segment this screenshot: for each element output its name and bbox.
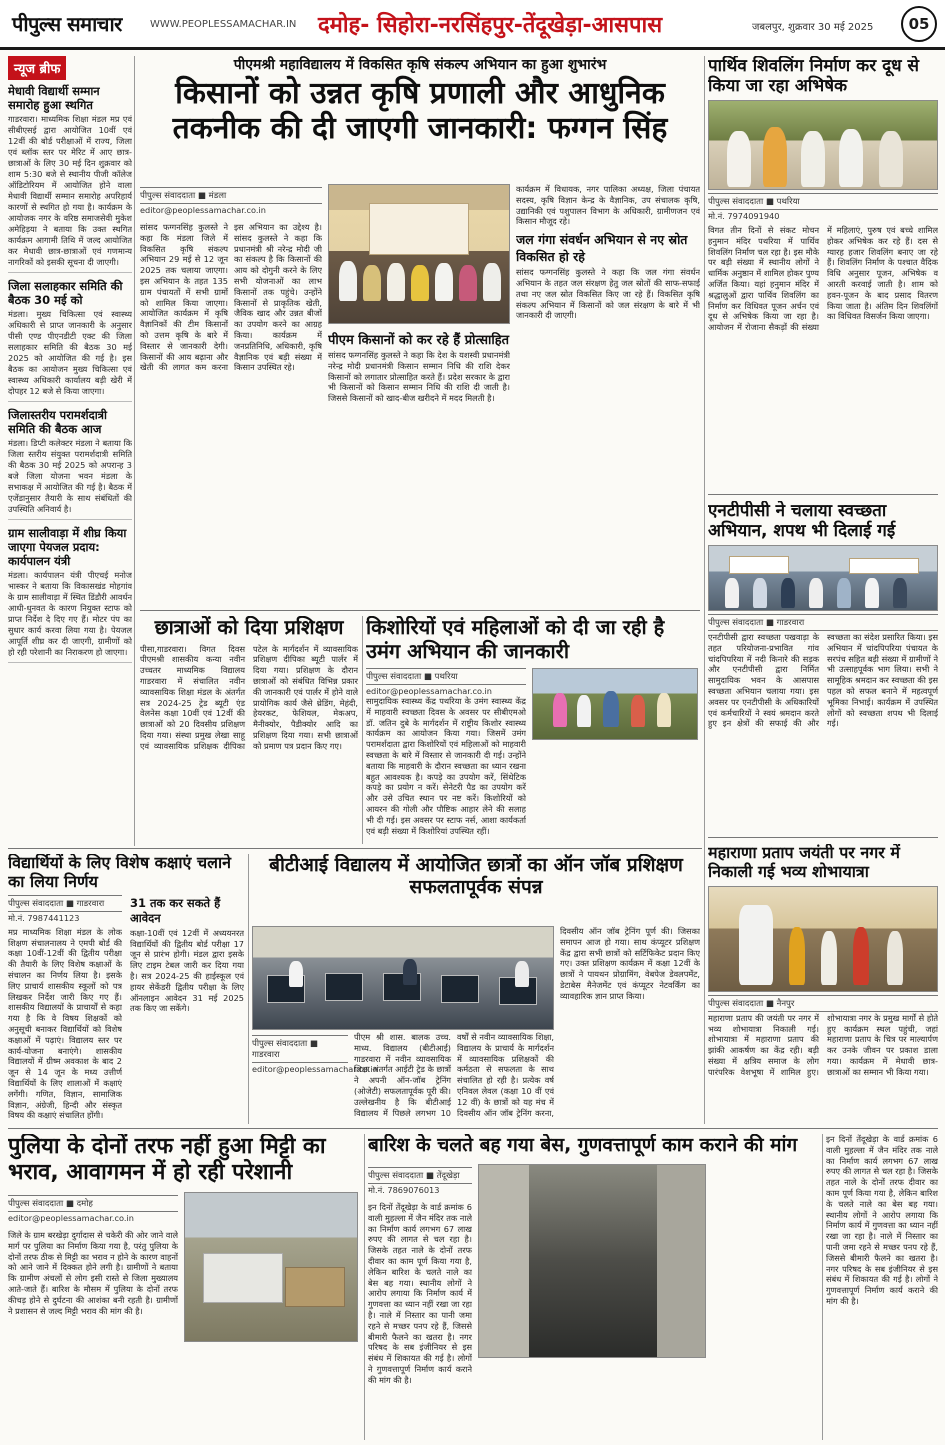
person-icon <box>725 578 739 608</box>
bti-email[interactable]: editor@peoplessamachar.co.in <box>252 1064 378 1074</box>
lead-body-part2: सांसद फग्गनसिंह कुलस्ते ने कहा कि देश के यशस्वी प्रधानमंत्री नरेन्द्र मोदी प्रधानमंत्री किसान सम्मान निधि की राशि देकर किसानों को लगातार प्रोत्साहित करते हैं। प्रदेश सरकार के द्वारा भी किसानों को किसान सम्मान निधि की राशि दी जाती है। जिससे किसानों को खाद-बीज खरीदने में मदद मिलती है। <box>328 350 510 404</box>
shivling-story <box>708 56 938 488</box>
bti-headline: बीटीआई विद्यालय में आयोजित छात्रों का ऑन जॉब प्रशिक्षण सफलतापूर्वक संपन्न <box>269 854 683 899</box>
person-icon <box>435 263 453 301</box>
section-divider <box>8 848 702 849</box>
lead-email[interactable]: editor@peoplessamachar.co.in <box>140 205 266 215</box>
rain-body-continued <box>712 1164 816 1438</box>
umang-body: सामुदायिक स्वास्थ्य केंद्र पथरिया के उमंग स्वास्थ्य केंद्र में माहवारी स्वच्छता दिवस के अवसर पर सीबीएमओ डॉ. जतिन दुबे के मार्गदर्शन में राष्ट्रीय किशोर स्वास्थ्य कार्यक्रम का आयोजन किया गया। जिसमें उमंग परामर्शदाता द्वारा किशोरियों एवं महिलाओं को माहवारी स्वच्छता के बारे में विस्तार से जानकारी दी गई। उन्होंने बताया कि माहवारी के दौरान स्वच्छता का ध्यान रखना बहुत आवश्यक है। कपड़े का उपयोग करें, सिंथेटिक कपड़े का प्रयोग न करें। सेनेटरी पैड का उपयोग करें और उसे उचित स्थान पर नष्ट करें। किशोरियों को आयरन की गोली और पौष्टिक आहार लेने की सलाह भी दी गई। इस अवसर पर स्टाफ नर्स, आशा कार्यकर्ता एवं बड़ी संख्या में किशोरियां उपस्थित रहीं। <box>366 696 526 836</box>
shivling-headline: पार्थिव शिवलिंग निर्माण कर दूध से किया जा रहा अभिषेक <box>708 56 919 97</box>
newspaper-logo: पीपुल्स समाचार <box>12 12 122 36</box>
special-class-body-2: कक्षा-10वीं एवं 12वीं में अध्ययनरत विद्यार्थियों की द्वितीय बोर्ड परीक्षा 17 जून से प्रारंभ होगी। मंडल द्वारा इसके लिए टाइम टेबल जारी कर दिया गया है। सत्र 2024-25 की हाईस्कूल एवं हायर सेकेंडरी द्वितीय परीक्षा के लिए ऑनलाइन आवेदन 31 मई 2025 तक किए जा सकेंगे। <box>130 927 244 1014</box>
special-class-body: मप्र माध्यमिक शिक्षा मंडल के लोक शिक्षण संचालनालय ने एमपी बोर्ड की कक्षा 10वीं-12वीं की द्वितीय परीक्षा की तैयारी के लिए विशेष कक्षाओं के संचालन का निर्णय लिया है। इसके लिए प्राचार्य शासकीय स्कूलों को पत्र लिखकर निर्देश जारी किए गए हैं। शासकीय विद्यालयों के प्राचार्यों से कहा गया है कि वे विषय शिक्षकों को अनुसूची बनाकर विद्यार्थियों को विशेष कक्षाओं में पढ़ाएं। विद्यालय स्तर पर कार्य-योजना बनाएंगे। शासकीय विद्यालयों में ग्रीष्म अवकाश के बाद 2 जून से 14 जून के मध्य उत्तीर्ण विद्यार्थियों के लिए शालाओं में कक्षाएं लगेंगी। गणित, विज्ञान, सामाजिक विज्ञान, अंग्रेजी, हिन्दी और संस्कृत विषय की कक्षाएं संचालित होंगी। <box>8 926 122 1121</box>
page-number: 05 <box>901 6 937 42</box>
rally-photo <box>708 886 938 992</box>
person-icon <box>821 931 837 985</box>
person-icon <box>459 265 477 301</box>
shivling-byline: पीपुल्स संवाददाता ■ पथरिया <box>708 193 938 210</box>
brief-item <box>8 526 132 663</box>
training-body: पीसा,गाडरवारा। विगत दिवस पीएमश्री शासकीय कन्या नवीन उच्चतर माध्यमिक विद्यालय गाडरवारा में संचालित नवीन व्यावसायिक शिक्षा मंडल के अंतर्गत सत्र 2024-25 ट्रेड ब्यूटी एंड वेलनेस कक्षा 10वीं एवं 12वीं की छात्राओं को 20 दिवसीय प्रशिक्षण दिया गया। संस्था प्रमुख लेखा साहू एवं व्यावसायिक प्रशिक्षक दीपिका पटेल के मार्गदर्शन में व्यावसायिक प्रशिक्षण दीपिका ब्यूटी पार्लर में दिया गया। प्रशिक्षण के दौरान छात्राओं को संबंधित विभिन्न प्रकार की जानकारी एवं पार्लर में होने वाले प्रायोगिक कार्य जैसे थ्रेडिंग, मेहंदी, हेयरकट, फेशियल, मेकअप, मैनीक्योर, पैडीक्योर आदि का प्रशिक्षण दिया गया। सभी छात्राओं को प्रमाण पत्र प्रदान किए गए। <box>140 643 358 751</box>
lead-subhead-1: पीएम किसानों को कर रहे हैं प्रोत्साहित <box>328 333 510 348</box>
brief-item <box>8 279 132 402</box>
rain-body: इन दिनों तेंदूखेड़ा के वार्ड क्रमांक 6 वाली मुहल्ला में जैन मंदिर तक नाले का निर्माण कार्य लगभग 67 लाख रुपए की लागत से चल रहा है। जिसके तहत नाले के दोनों तरफ दीवार का काम पूर्ण किया गया है, लेकिन बारिश के चलते नाले का बेस बह गया। स्थानीय लोगों ने आरोप लगाया कि निर्माण कार्य में गुणवत्ता का ध्यान नहीं रखा जा रहा है। नाले में निस्तार का पानी जमा रहने से मच्छर पनप रहे हैं, जिससे बीमारी फैलने का खतरा है। नगर परिषद के सब इंजीनियर से इस संबंध में शिकायत की गई है। लोगों ने गुणवत्तापूर्ण निर्माण कार्य कराने की मांग की है। <box>368 1202 472 1385</box>
person-icon <box>781 578 795 608</box>
section-divider <box>708 494 938 495</box>
column-divider <box>822 1134 823 1440</box>
column-divider <box>248 854 249 1124</box>
person-icon <box>893 578 907 608</box>
news-brief-column <box>8 56 132 846</box>
person-icon <box>387 263 405 301</box>
lead-headline: किसानों को उन्नत कृषि प्रणाली और आधुनिक तकनीक की दी जाएगी जानकारी: फग्गन सिंह <box>172 76 668 147</box>
brief-text: मंडला। डिप्टी कलेक्टर मंडला ने बताया कि जिला स्तरीय संयुक्त परामर्शदात्री समिति की बैठक 30 मई 2025 को अपरान्ह 3 बजे जिला योजना भवन मंडला के सभाकक्ष में आयोजित की गई है। बैठक में एजेंडानुसार तैयारी के साथ संबंधितों की उपस्थिति अनिवार्य है। <box>8 438 132 514</box>
umang-headline: किशोरियों एवं महिलाओं को दी जा रही है उमंग अभियान की जानकारी <box>366 616 665 663</box>
rain-byline: पीपुल्स संवाददाता ■ तेंदूखेड़ा <box>368 1167 472 1184</box>
person-icon <box>631 695 645 727</box>
right-column <box>708 56 938 1124</box>
culvert-photo <box>184 1192 358 1342</box>
culvert-icon <box>203 1253 283 1303</box>
ntpc-body: एनटीपीसी द्वारा स्वच्छता पखवाड़ा के तहत परियोजना-प्रभावित गांव चांदपिपरिया में नदी किनारे की सड़क और एनटीपीसी द्वारा निर्मित सामुदायिक भवन के आसपास स्वच्छता अभियान चलाया गया। इस अवसर पर एनटीपीसी के अधिकारियों एवं कर्मचारियों ने स्वयं श्रमदान करते हुए इन क्षेत्रों की सफाई की और स्वच्छता का संदेश प्रसारित किया। इस अभियान में चांदपिपरिया पंचायत के सरपंच सहित बड़ी संख्या में ग्रामीणों ने भी उत्साहपूर्वक भाग लिया। सभी ने सामूहिक श्रमदान कर स्वच्छता की इस पहल को सफल बनाने में महत्वपूर्ण भूमिका निभाई। कार्यक्रम में उपस्थित लोगों को स्वच्छता शपथ भी दिलाई गई। <box>708 632 938 729</box>
ntpc-story <box>708 501 938 831</box>
rally-story <box>708 844 938 1124</box>
shivling-phone: मो.नं. 7974091940 <box>708 211 780 222</box>
brief-text: गाडरवारा। माध्यमिक शिक्षा मंडल मप्र एवं सीबीएसई द्वारा आयोजित 10वीं एवं 12वीं की बोर्ड परीक्षाओं में राज्य, जिला एवं ब्लॉक स्तर पर मेरिट में आए छात्र-छात्राओं के लिए 30 मई दिन शुक्रवार को शाम 5:30 बजे से स्थानीय पीजी कॉलेज ऑडिटोरियम में आयोजित होने वाला मेधावी विद्यार्थी सम्मान समारोह अपरिहार्य कारणों से स्थगित हो गया है। कार्यक्रम के आयोजक नगर के वरिष्ठ समाजसेवी मुकेश अमेहिड़या ने बताया कि उक्त स्थगित कार्यक्रम आगामी तिथि में जल्द आयोजित कर मेधावी छात्र-छात्राओं एवं गणमान्य नागरिकों को इसकी सूचना दी जाएगी। <box>8 114 132 267</box>
shivling-photo <box>708 100 938 190</box>
person-icon <box>887 931 903 985</box>
culvert-email[interactable]: editor@peoplessamachar.co.in <box>8 1213 134 1223</box>
person-icon <box>411 265 429 301</box>
person-icon <box>879 131 903 187</box>
lead-byline: पीपुल्स संवाददाता ■ मंडला <box>140 187 322 204</box>
rain-phone: मो.नं. 7869076013 <box>368 1185 440 1195</box>
ntpc-headline: एनटीपीसी ने चलाया स्वच्छता अभियान, शपथ भी दिलाई गई <box>708 501 896 542</box>
person-icon <box>553 693 567 727</box>
umang-email[interactable]: editor@peoplessamachar.co.in <box>366 686 492 697</box>
person-icon <box>789 927 805 985</box>
shivling-body: विगत तीन दिनों से संकट मोचन हनुमान मंदिर पथरिया में पार्थिव शिवलिंग निर्माण चल रहा है। इस मौके पर बड़ी संख्या में स्थानीय लोगों ने धार्मिक अनुष्ठान में शामिल होकर पुण्य अर्जित किया। यहां हनुमान मंदिर में श्रद्धालुओं द्वारा पार्थिव शिवलिंग का निर्माण कर विधिवत पूजन अर्चन एवं दूध से अभिषेक किया जा रहा है। आयोजन में रोजाना सैकड़ों की संख्या में महिलाएं, पुरुष एवं बच्चे शामिल होकर अभिषेक कर रहे हैं। दस से ग्यारह हजार शिवलिंग बनाए जा रहे हैं। शिवलिंग निर्माण के पश्चात वैदिक विधि अनुसार पूजन, अभिषेक व आरती करवाई जाती है। शाम को हवन-पूजन के बाद प्रसाद वितरण किया जाता है। अंतिम दिन शिवलिंगों का विधिवत विसर्जन किया जाएगा। <box>708 225 938 333</box>
section-divider <box>708 837 938 838</box>
lead-body-part4: कार्यक्रम में विधायक, नगर पालिका अध्यक्ष, जिला पंचायत सदस्य, कृषि विज्ञान केन्द्र के वैज्ञानिक, उप संचालक कृषि, उद्यानिकी एवं पशुपालन विभाग के अधिकारी, ग्रामीणजन एवं किसान मौजूद रहे। <box>516 184 700 227</box>
person-icon <box>339 261 357 301</box>
person-icon <box>753 578 767 608</box>
brief-title: मेधावी विद्यार्थी सम्मान समारोह हुआ स्थगित <box>8 84 100 112</box>
special-class-phone: मो.नं. 7987441123 <box>8 912 80 923</box>
rain-story <box>368 1134 818 1440</box>
rain-story-continuation <box>826 1134 938 1440</box>
rain-headline: बारिश के चलते बह गया बेस, गुणवत्तापूर्ण काम कराने की मांग <box>368 1134 798 1156</box>
bti-photo <box>252 926 554 1030</box>
person-icon <box>809 578 823 608</box>
drain-wall-icon <box>657 1165 706 1358</box>
brief-item <box>8 408 132 520</box>
lead-body-part3: सांसद फग्गनसिंह कुलस्ते ने कहा कि जल गंगा संवर्धन अभियान के तहत जल संरक्षण हेतु जल स्रोतों की साफ-सफाई तथा नए जल स्रोत विकसित किए जा रहे हैं। विकसित कृषि संकल्प अभियान में किसानों को जल संरक्षण के बारे में भी जानकारी दी जाएगी। <box>516 267 700 321</box>
brief-title: जिलास्तरीय परामर्शदात्री समिति की बैठक आज <box>8 408 107 436</box>
rally-byline: पीपुल्स संवाददाता ■ नैनपुर <box>708 995 938 1012</box>
culvert-headline: पुलिया के दोनों तरफ नहीं हुआ मिट्टी का भराव, आवागमन में हो रही परेशानी <box>8 1134 326 1185</box>
special-class-story <box>8 854 244 1124</box>
brief-title: ग्राम सालीवाड़ा में शीघ्र किया जाएगा पेयजल प्रदाय: कार्यपालन यंत्री <box>8 526 127 568</box>
person-icon <box>289 961 303 987</box>
section-divider <box>8 1128 938 1129</box>
person-icon <box>657 693 671 727</box>
lead-kicker: पीएमश्री महाविद्यालय में विकसित कृषि संकल्प अभियान का हुआ शुभारंभ <box>233 57 607 73</box>
umang-story <box>366 616 700 844</box>
lead-right-block <box>516 184 700 606</box>
stage-banner-icon <box>369 203 469 255</box>
training-story <box>140 616 358 844</box>
culvert-story <box>8 1134 360 1440</box>
person-icon <box>603 691 619 727</box>
person-icon <box>577 695 591 727</box>
training-headline: छात्राओं को दिया प्रशिक्षण <box>154 616 344 639</box>
column-divider <box>134 56 135 846</box>
person-icon <box>727 131 751 187</box>
brief-text: मंडला। कार्यपालन यंत्री पीएचई मनोज भास्कर ने बताया कि विकासखंड मोहगांव के ग्राम सालीवाड़ा में स्थित डिंडौरी आवर्धन आधी-धुनवत के कारण नियुक्त स्टाफ को प्राप्त निर्देश दे दिए गए हैं। मोटर पंप का सुधार कार्य करवा लिया गया है। पेयजल आपूर्ति शीघ्र कर दी जाएगी, ग्रामीणों को हो रही परेशानी का निराकरण हो जाएगा। <box>8 570 132 657</box>
special-class-headline: विद्यार्थियों के लिए विशेष कक्षाएं चलाने का लिया निर्णय <box>8 854 231 891</box>
bti-body-2: दिवसीय ऑन जॉब ट्रेनिंग पूर्ण की। जिसका समापन आज हो गया। साथ कंप्यूटर प्रशिक्षण केंद्र द्वारा सभी छात्रों को सर्टिफिकेट प्रदान किए गए। उक्त प्रशिक्षण कार्यक्रम में कक्षा 12वीं के छात्रों ने पायथन प्रोग्रामिंग, वेबपेज डेवलपमेंट, डेटाबेस मैनेजमेंट एवं कंप्यूटर नेटवर्किंग का व्यावहारिक ज्ञान प्राप्त किया। <box>560 926 700 1001</box>
banner-icon <box>729 556 789 574</box>
soil-mound-icon <box>285 1267 345 1307</box>
rain-continuation-text: इन दिनों तेंदूखेड़ा के वार्ड क्रमांक 6 वाली मुहल्ला में जैन मंदिर तक नाले का निर्माण कार्य लगभग 67 लाख रुपए की लागत से चल रहा है। जिसके तहत नाले के दोनों तरफ दीवार का काम पूर्ण किया गया है, लेकिन बारिश के चलते नाले का बेस बह गया। स्थानीय लोगों ने आरोप लगाया कि निर्माण कार्य में गुणवत्ता का ध्यान नहीं रखा जा रहा है। नाले में निस्तार का पानी जमा रहने से मच्छर पनप रहे हैं, जिससे बीमारी फैलने का खतरा है। नगर परिषद के सब इंजीनियर से इस संबंध में शिकायत की गई है। लोगों ने गुणवत्तापूर्ण निर्माण कार्य कराने की मांग की है। <box>826 1134 938 1306</box>
person-icon <box>839 129 863 187</box>
special-class-byline: पीपुल्स संवाददाता ■ गाडरवारा <box>8 895 122 912</box>
person-icon <box>483 263 501 301</box>
person-icon <box>853 927 869 985</box>
lead-subhead-2: जल गंगा संवर्धन अभियान से नए स्रोत विकसित हो रहे <box>516 232 688 265</box>
lead-story <box>140 56 700 608</box>
person-icon <box>763 127 787 187</box>
person-icon <box>403 959 417 985</box>
brief-text: मंडला। मुख्य चिकित्सा एवं स्वास्थ्य अधिकारी से प्राप्त जानकारी के अनुसार पीसी एण्ड पीएनडीटी एक्ट की जिला सलाहकार समिति की बैठक 30 मई 2025 को आयोजित की गई है। इस बैठक का आयोजन मुख्य चिकित्सा एवं स्वास्थ्य अधिकारी कार्यालय बड़ी खेरी में दोपहर 12 बजे से किया जाएगा। <box>8 309 132 396</box>
umang-byline: पीपुल्स संवाददाता ■ पथरिया <box>366 668 526 685</box>
horse-icon <box>739 905 773 985</box>
lead-body-part1: सांसद फग्गनसिंह कुलस्ते ने कहा कि मंडला जिले में विकसित कृषि संकल्प अभियान 29 मई से 12 जून 2025 तक चलाया जाएगा। इस अभियान के तहत 135 ग्राम पंचायतों में सभी ग्रामों को शामिल किया जाएगा। आयोजित कार्यक्रम में कृषि वैज्ञानिकों की टीम किसानों को उत्तम कृषि के बारे में विस्तार से जानकारी देगी। किसानों की आय बढ़ाना और खेती की लागत कम करना इस अभियान का उद्देश्य है। सांसद कुलस्ते ने कहा कि प्रधानमंत्री श्री नरेन्द्र मोदी जी का संकल्प है कि किसानों की आय को दोगुनी करने के लिए सभी योजनाओं का लाभ किसानों तक पहुंचे। उन्होंने किसानों से प्राकृतिक खेती, जैविक खाद और उन्नत बीजों का उपयोग करने का आग्रह किया। कार्यक्रम में जनप्रतिनिधि, अधिकारी, कृषि वैज्ञानिक एवं बड़ी संख्या में किसान उपस्थित रहे। <box>140 222 322 373</box>
monitor-icon <box>441 975 479 1003</box>
culvert-byline: पीपुल्स संवाददाता ■ दमोह <box>8 1195 178 1212</box>
person-icon <box>865 578 879 608</box>
bti-story <box>252 854 700 1124</box>
person-icon <box>837 578 851 608</box>
edition-title: दमोह- सिहोरा-नरसिंहपुर-तेंदूखेड़ा-आसपास <box>318 13 663 38</box>
masthead <box>0 0 945 50</box>
column-divider <box>362 616 363 844</box>
special-class-subhead: 31 तक कर सकते हैं आवेदन <box>130 895 221 925</box>
lead-photo <box>328 184 510 324</box>
news-brief-header: न्यूज ब्रीफ <box>8 56 66 80</box>
ntpc-photo <box>708 545 938 611</box>
section-divider <box>140 610 700 611</box>
banner-icon <box>849 558 919 574</box>
column-divider <box>364 1134 365 1440</box>
edition-date: जबलपुर, शुक्रवार 30 मई 2025 <box>752 22 874 33</box>
monitor-icon <box>325 973 363 1001</box>
ntpc-byline: पीपुल्स संवाददाता ■ गाडरवारा <box>708 614 938 631</box>
drain-wall-icon <box>479 1165 529 1358</box>
rally-headline: महाराणा प्रताप जयंती पर नगर में निकाली गई भव्य शोभायात्रा <box>708 844 900 881</box>
lead-middle-block <box>328 330 510 606</box>
umang-photo <box>532 668 698 740</box>
website-url[interactable]: WWW.PEOPLESSAMACHAR.IN <box>150 19 297 30</box>
bti-byline: पीपुल्स संवाददाता ■ गाडरवारा <box>252 1035 348 1063</box>
rain-photo <box>478 1164 706 1358</box>
person-icon <box>801 131 825 187</box>
culvert-body: जिले के ग्राम बरखेड़ा दुर्गादास से चकेरी की ओर जाने वाले मार्ग पर पुलिया का निर्माण किया गया है, परंतु पुलिया के दोनों तरफ ठीक से मिट्टी का भराव न होने के कारण वाहनों को आने जाने में दिक्कत होने लगी है। ग्रामीणों ने बताया कि ग्रामीण अंचलों से लोग इसी रास्ते से जिला मुख्यालय आते-जाते हैं। बारिश के मौसम में पुलिया के दोनों तरफ कीचड़ होने से दुर्घटना की आशंका बनी रहती है। ग्रामीणों ने प्रशासन से जल्द मिट्टी भराव की मांग की है। <box>8 1230 178 1316</box>
brief-title: जिला सलाहकार समिति की बैठक 30 मई को <box>8 279 123 307</box>
bti-body: पीएम श्री शास. बालक उच्च. माध्य. विद्यालय (बीटीआई) गाडरवारा में नवीन व्यावसायिक शिक्षा अंतर्गत आईटी ट्रेड के छात्रों ने अपनी ऑन-जॉब ट्रेनिंग (ओजेटी) सफलतापूर्वक पूरी की। उल्लेखनीय है कि बीटीआई विद्यालय में पिछले लगभग 10 वर्षों से नवीन व्यावसायिक शिक्षा, विद्यालय के प्राचार्य के मार्गदर्शन में व्यावसायिक प्रशिक्षकों की कर्मठता से सफलता के साथ संचालित हो रही है। प्रत्येक वर्ष एनिवल लेवल (कक्षा 10 वीं एवं 12 वीं) के छात्रों को यह मंच में दिवसीय ऑन जॉब ट्रेनिंग करना, <box>354 1032 554 1118</box>
column-divider <box>704 56 705 1124</box>
person-icon <box>363 265 381 301</box>
person-icon <box>515 961 529 987</box>
brief-item <box>8 84 132 273</box>
rally-body: महाराणा प्रताप की जयंती पर नगर में भव्य शोभायात्रा निकाली गई। शोभायात्रा में महाराणा प्रताप की झांकी आकर्षण का केंद्र रही। बड़ी संख्या में क्षत्रिय समाज के लोग पारंपरिक वेशभूषा में शामिल हुए। शोभायात्रा नगर के प्रमुख मार्गों से होते हुए कार्यक्रम स्थल पहुंची, जहां महाराणा प्रताप के चित्र पर माल्यार्पण कर उनके जीवन पर प्रकाश डाला गया। कार्यक्रम में मेधावी छात्र-छात्राओं का सम्मान भी किया गया। <box>708 1012 938 1077</box>
